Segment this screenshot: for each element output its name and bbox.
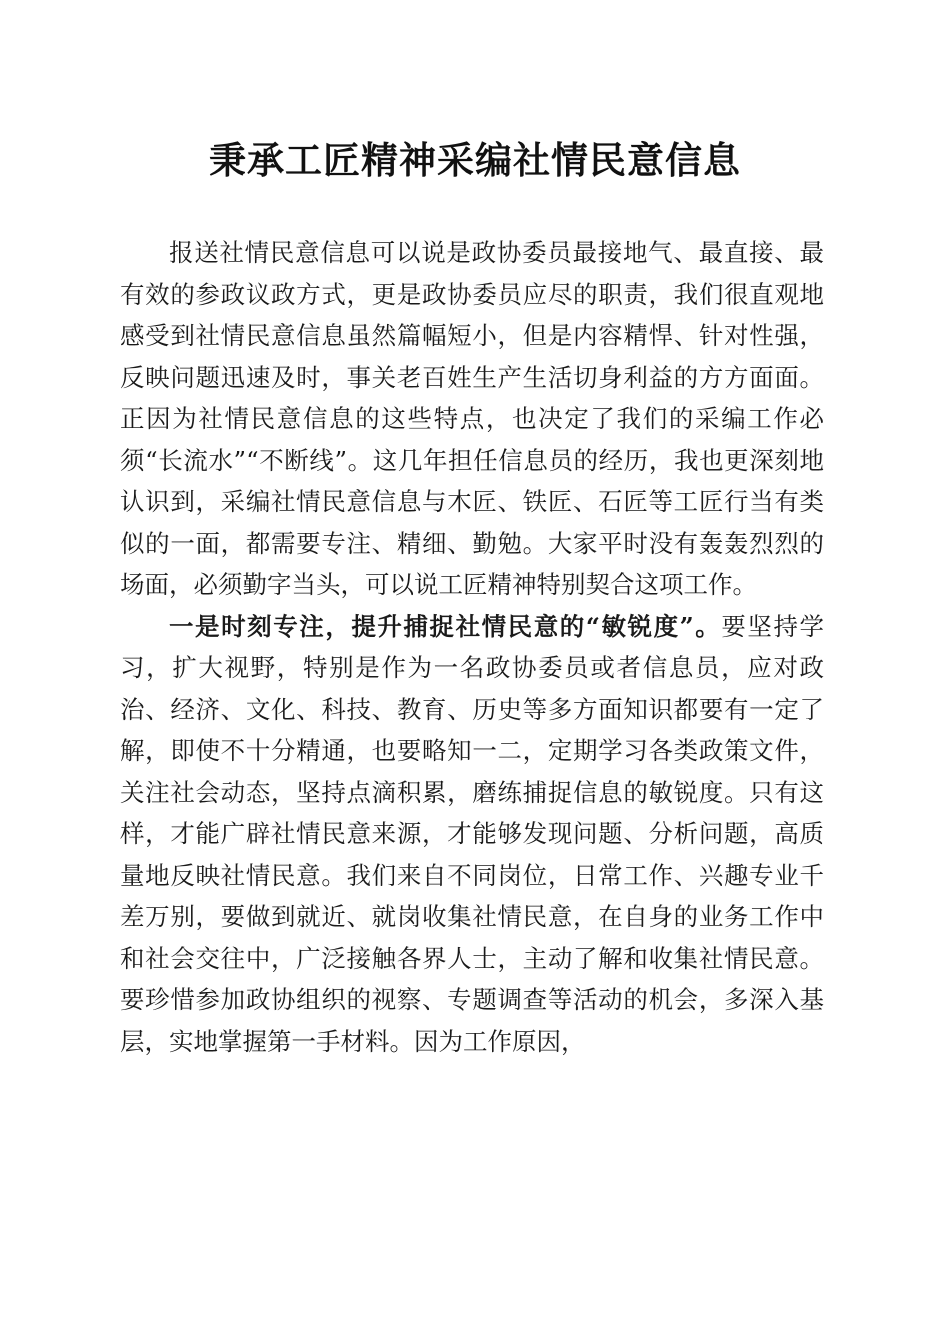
document-title: 秉承工匠精神采编社情民意信息 xyxy=(209,138,741,182)
paragraph-intro-text: 报送社情民意信息可以说是政协委员最接地气、最直接、最有效的参政议政方式，更是政协委员应尽的职责，我们很直观地感受到社情民意信息虽然篇幅短小，但是内容精悍、针对性强，反映问题迅速及时，事关老百姓生产生活切身利益的方方面面。正因为社情民意信息的这些特点，也决定了我们的采编工作必须“长流水”“不断线”。这几年担任信息员的经历，我也更深刻地认识到，采编社情民意信息与木匠、铁匠、石匠等工匠行当有类似的一面，都需要专注、精细、勤勉。大家平时没有轰轰烈烈的场面，必须勤字当头，可以说工匠精神特别契合这项工作。 xyxy=(120,238,824,599)
paragraph-intro xyxy=(120,232,824,606)
paragraph-point-one xyxy=(120,606,824,1063)
paragraph-point-one-text: 要坚持学习，扩大视野，特别是作为一名政协委员或者信息员，应对政治、经济、文化、科技、教育、历史等多方面知识都要有一定了解，即使不十分精通，也要略知一二，定期学习各类政策文件，关注社会动态，坚持点滴积累，磨练捕捉信息的敏锐度。只有这样，才能广辟社情民意来源，才能够发现问题、分析问题，高质量地反映社情民意。我们来自不同岗位，日常工作、兴趣专业千差万别，要做到就近、就岗收集社情民意，在自身的业务工作中和社会交往中，广泛接触各界人士，主动了解和收集社情民意。要珍惜参加政协组织的视察、专题调查等活动的机会，多深入基层，实地掌握第一手材料。因为工作原因， xyxy=(120,611,825,1056)
document-body xyxy=(120,232,824,1062)
paragraph-point-one-heading: 一是时刻专注，提升捕捉社情民意的“敏锐度”。 xyxy=(169,611,722,641)
